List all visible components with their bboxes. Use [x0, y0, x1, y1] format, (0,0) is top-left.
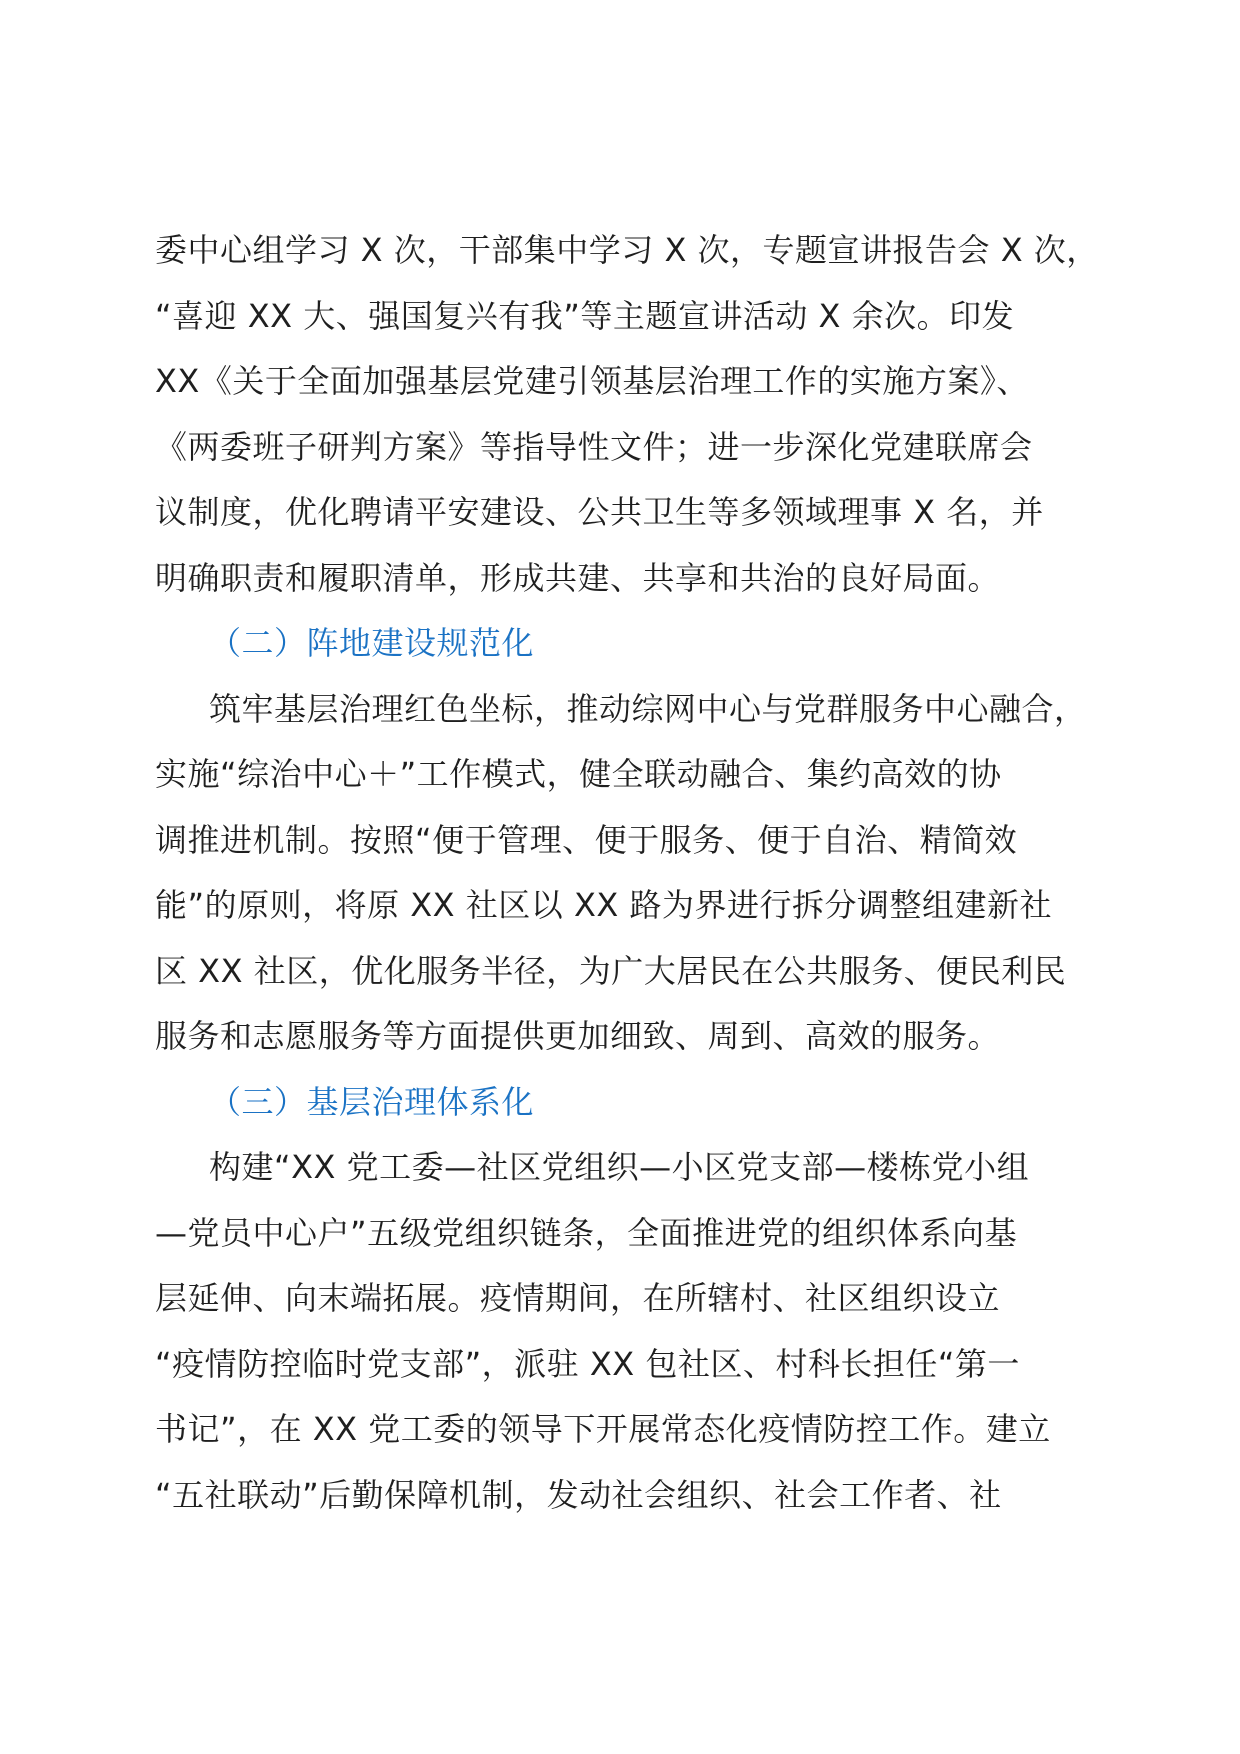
paragraph-line: 层延伸、向末端拓展。疫情期间，在所辖村、社区组织设立 [155, 1279, 1001, 1317]
paragraph-line: 能”的原则，将原 XX 社区以 XX 路为界进行拆分调整组建新社 [155, 886, 1052, 924]
paragraph-line: 委中心组学习 X 次，干部集中学习 X 次，专题宣讲报告会 X 次， [155, 231, 1099, 269]
paragraph-line: “喜迎 XX 大、强国复兴有我”等主题宣讲活动 X 余次。印发 [155, 296, 1015, 335]
section-heading-3: （三）基层治理体系化 [209, 1082, 535, 1121]
paragraph-line: 议制度，优化聘请平安建设、公共卫生等多领域理事 X 名，并 [155, 493, 1044, 531]
document-body [155, 218, 1100, 1528]
paragraph-line: 明确职责和履职清单，形成共建、共享和共治的良好局面。 [155, 558, 1001, 597]
paragraph-line: 区 XX 社区，优化服务半径，为广大居民在公共服务、便民利民 [155, 951, 1067, 990]
paragraph-line: —党员中心户”五级党组织链条，全面推进党的组织体系向基 [155, 1213, 1018, 1252]
paragraph-line: XX《关于全面加强基层党建引领基层治理工作的实施方案》、 [155, 362, 1029, 400]
paragraph-line: 调推进机制。按照“便于管理、便于服务、便于自治、精简效 [155, 820, 1018, 859]
paragraph-line: 构建“XX 党工委—社区党组织—小区党支部—楼栋党小组 [209, 1148, 1030, 1186]
paragraph-line: 实施“综治中心＋”工作模式，健全联动融合、集约高效的协 [155, 755, 1002, 793]
paragraph-line: 《两委班子研判方案》等指导性文件；进一步深化党建联席会 [155, 427, 1033, 466]
paragraph-line: “疫情防控临时党支部”，派驻 XX 包社区、村科长担任“第一 [155, 1344, 1020, 1383]
paragraph-line: 服务和志愿服务等方面提供更加细致、周到、高效的服务。 [155, 1017, 1001, 1055]
section-heading-2: （二）阵地建设规范化 [209, 624, 535, 662]
paragraph-line: “五社联动”后勤保障机制，发动社会组织、社会工作者、社 [155, 1475, 1002, 1514]
paragraph-line: 书记”，在 XX 党工委的领导下开展常态化疫情防控工作。建立 [155, 1410, 1051, 1448]
paragraph-line: 筑牢基层治理红色坐标，推动综网中心与党群服务中心融合， [209, 689, 1087, 728]
